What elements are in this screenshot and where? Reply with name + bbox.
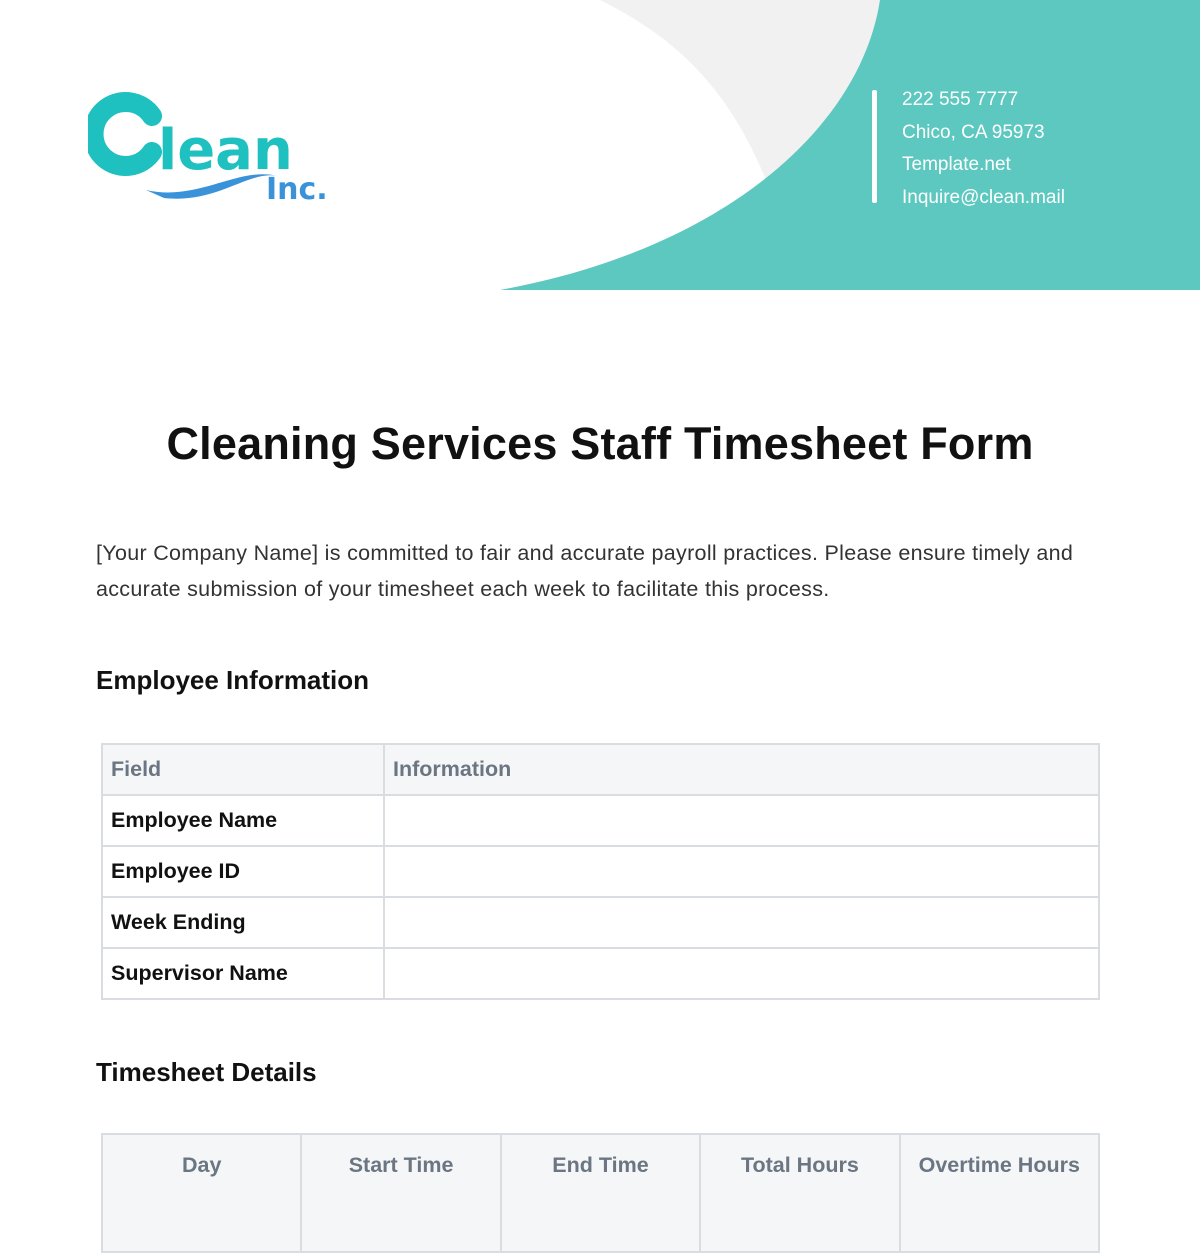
table-row <box>102 846 1099 897</box>
table-row <box>102 795 1099 846</box>
timesheet-table <box>101 1133 1100 1253</box>
supervisor-name-input[interactable] <box>384 948 1099 999</box>
svg-text:Inc.: Inc. <box>266 172 328 207</box>
employee-info-table <box>101 743 1100 1000</box>
employee-name-label: Employee Name <box>102 795 384 846</box>
table-header-row <box>102 744 1099 795</box>
contact-email[interactable]: Inquire@clean.mail <box>902 186 1065 208</box>
timesheet-details-heading: Timesheet Details <box>96 1057 317 1087</box>
column-header-end-time: End Time <box>501 1134 700 1252</box>
employee-name-input[interactable] <box>384 795 1099 846</box>
svg-text:lean: lean <box>158 118 293 183</box>
contact-block <box>902 84 1192 214</box>
company-logo <box>88 78 348 208</box>
employee-info-heading: Employee Information <box>96 665 370 695</box>
employee-id-label: Employee ID <box>102 846 384 897</box>
table-row <box>102 948 1099 999</box>
employee-id-input[interactable] <box>384 846 1099 897</box>
intro-paragraph: [Your Company Name] is committed to fair and accurate payroll practices. Please ensure timely and accurate submission of your timesheet each week to facilitate this process. <box>96 541 1074 601</box>
supervisor-name-label: Supervisor Name <box>102 948 384 999</box>
contact-website[interactable]: Template.net <box>902 154 1011 175</box>
document-title: Cleaning Services Staff Timesheet Form <box>166 418 1034 469</box>
contact-divider <box>872 90 877 203</box>
table-header-row <box>102 1134 1099 1252</box>
contact-address: Chico, CA 95973 <box>902 121 1045 143</box>
column-header-information: Information <box>384 744 1099 795</box>
week-ending-label: Week Ending <box>102 897 384 948</box>
column-header-overtime-hours: Overtime Hours <box>900 1134 1099 1252</box>
column-header-total-hours: Total Hours <box>700 1134 899 1252</box>
contact-phone: 222 555 7777 <box>902 89 1019 110</box>
column-header-field: Field <box>102 744 384 795</box>
week-ending-input[interactable] <box>384 897 1099 948</box>
column-header-start-time: Start Time <box>301 1134 500 1252</box>
column-header-day: Day <box>102 1134 301 1252</box>
table-row <box>102 897 1099 948</box>
